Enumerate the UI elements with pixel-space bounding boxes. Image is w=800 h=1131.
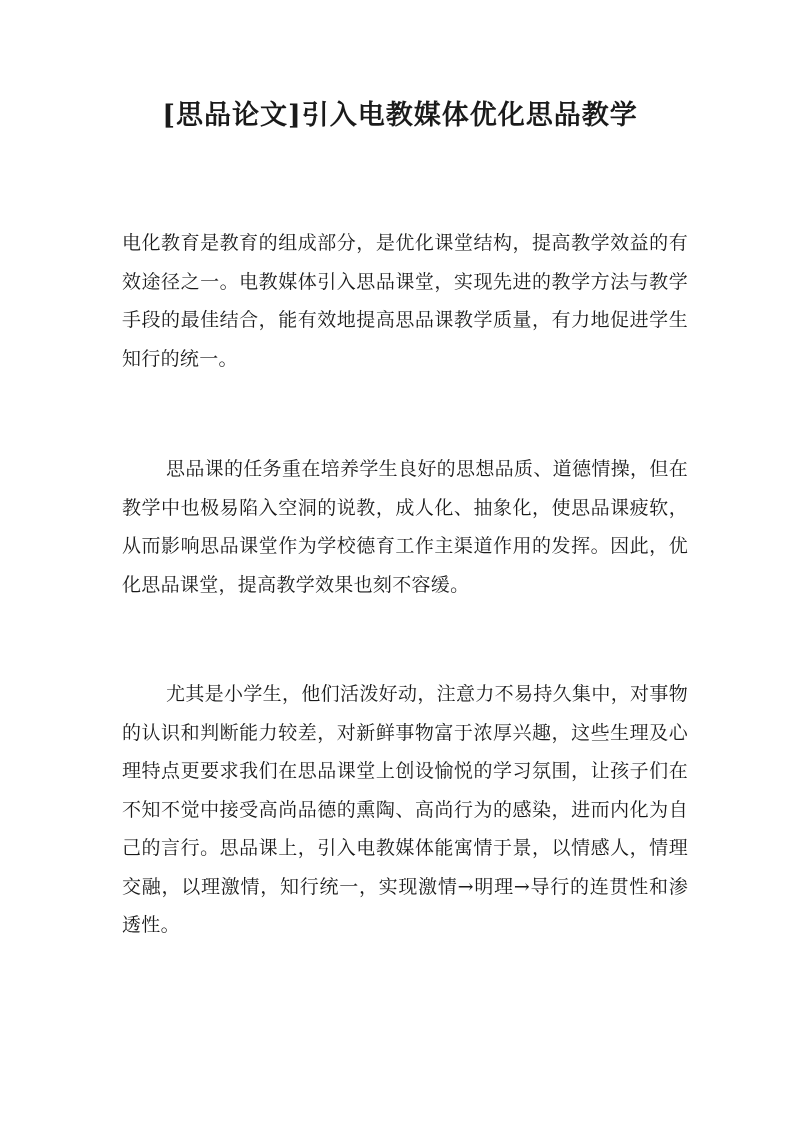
paragraph-students: 尤其是小学生，他们活泼好动，注意力不易持久集中，对事物的认识和判断能力较差，对新鲜事物富于浓厚兴趣，这些生理及心理特点更要求我们在思品课堂上创设愉悦的学习氛围，让孩子们在不知不觉中接受高尚品德的熏陶、高尚行为的感染，进而内化为自己的言行。思品课上，引入电教媒体能寓情于景，以情感人，情理交融，以理激情，知行统一，实现激情→明理→导行的连贯性和渗透性。 (122, 683, 688, 936)
paragraph-task: 思品课的任务重在培养学生良好的思想品质、道德情操，但在教学中也极易陷入空洞的说教，成人化、抽象化，使思品课疲软，从而影响思品课堂作为学校德育工作主渠道作用的发挥。因此，优化思品课堂，提高教学效果也刻不容缓。 (122, 458, 688, 596)
paragraph-intro: 电化教育是教育的组成部分，是优化课堂结构，提高教学效益的有效途径之一。电教媒体引入思品课堂，实现先进的教学方法与教学手段的最佳结合，能有效地提高思品课教学质量，有力地促进学生知行的统一。 (122, 232, 688, 370)
document-title: [思品论文]引入电教媒体优化思品教学 (162, 100, 638, 131)
